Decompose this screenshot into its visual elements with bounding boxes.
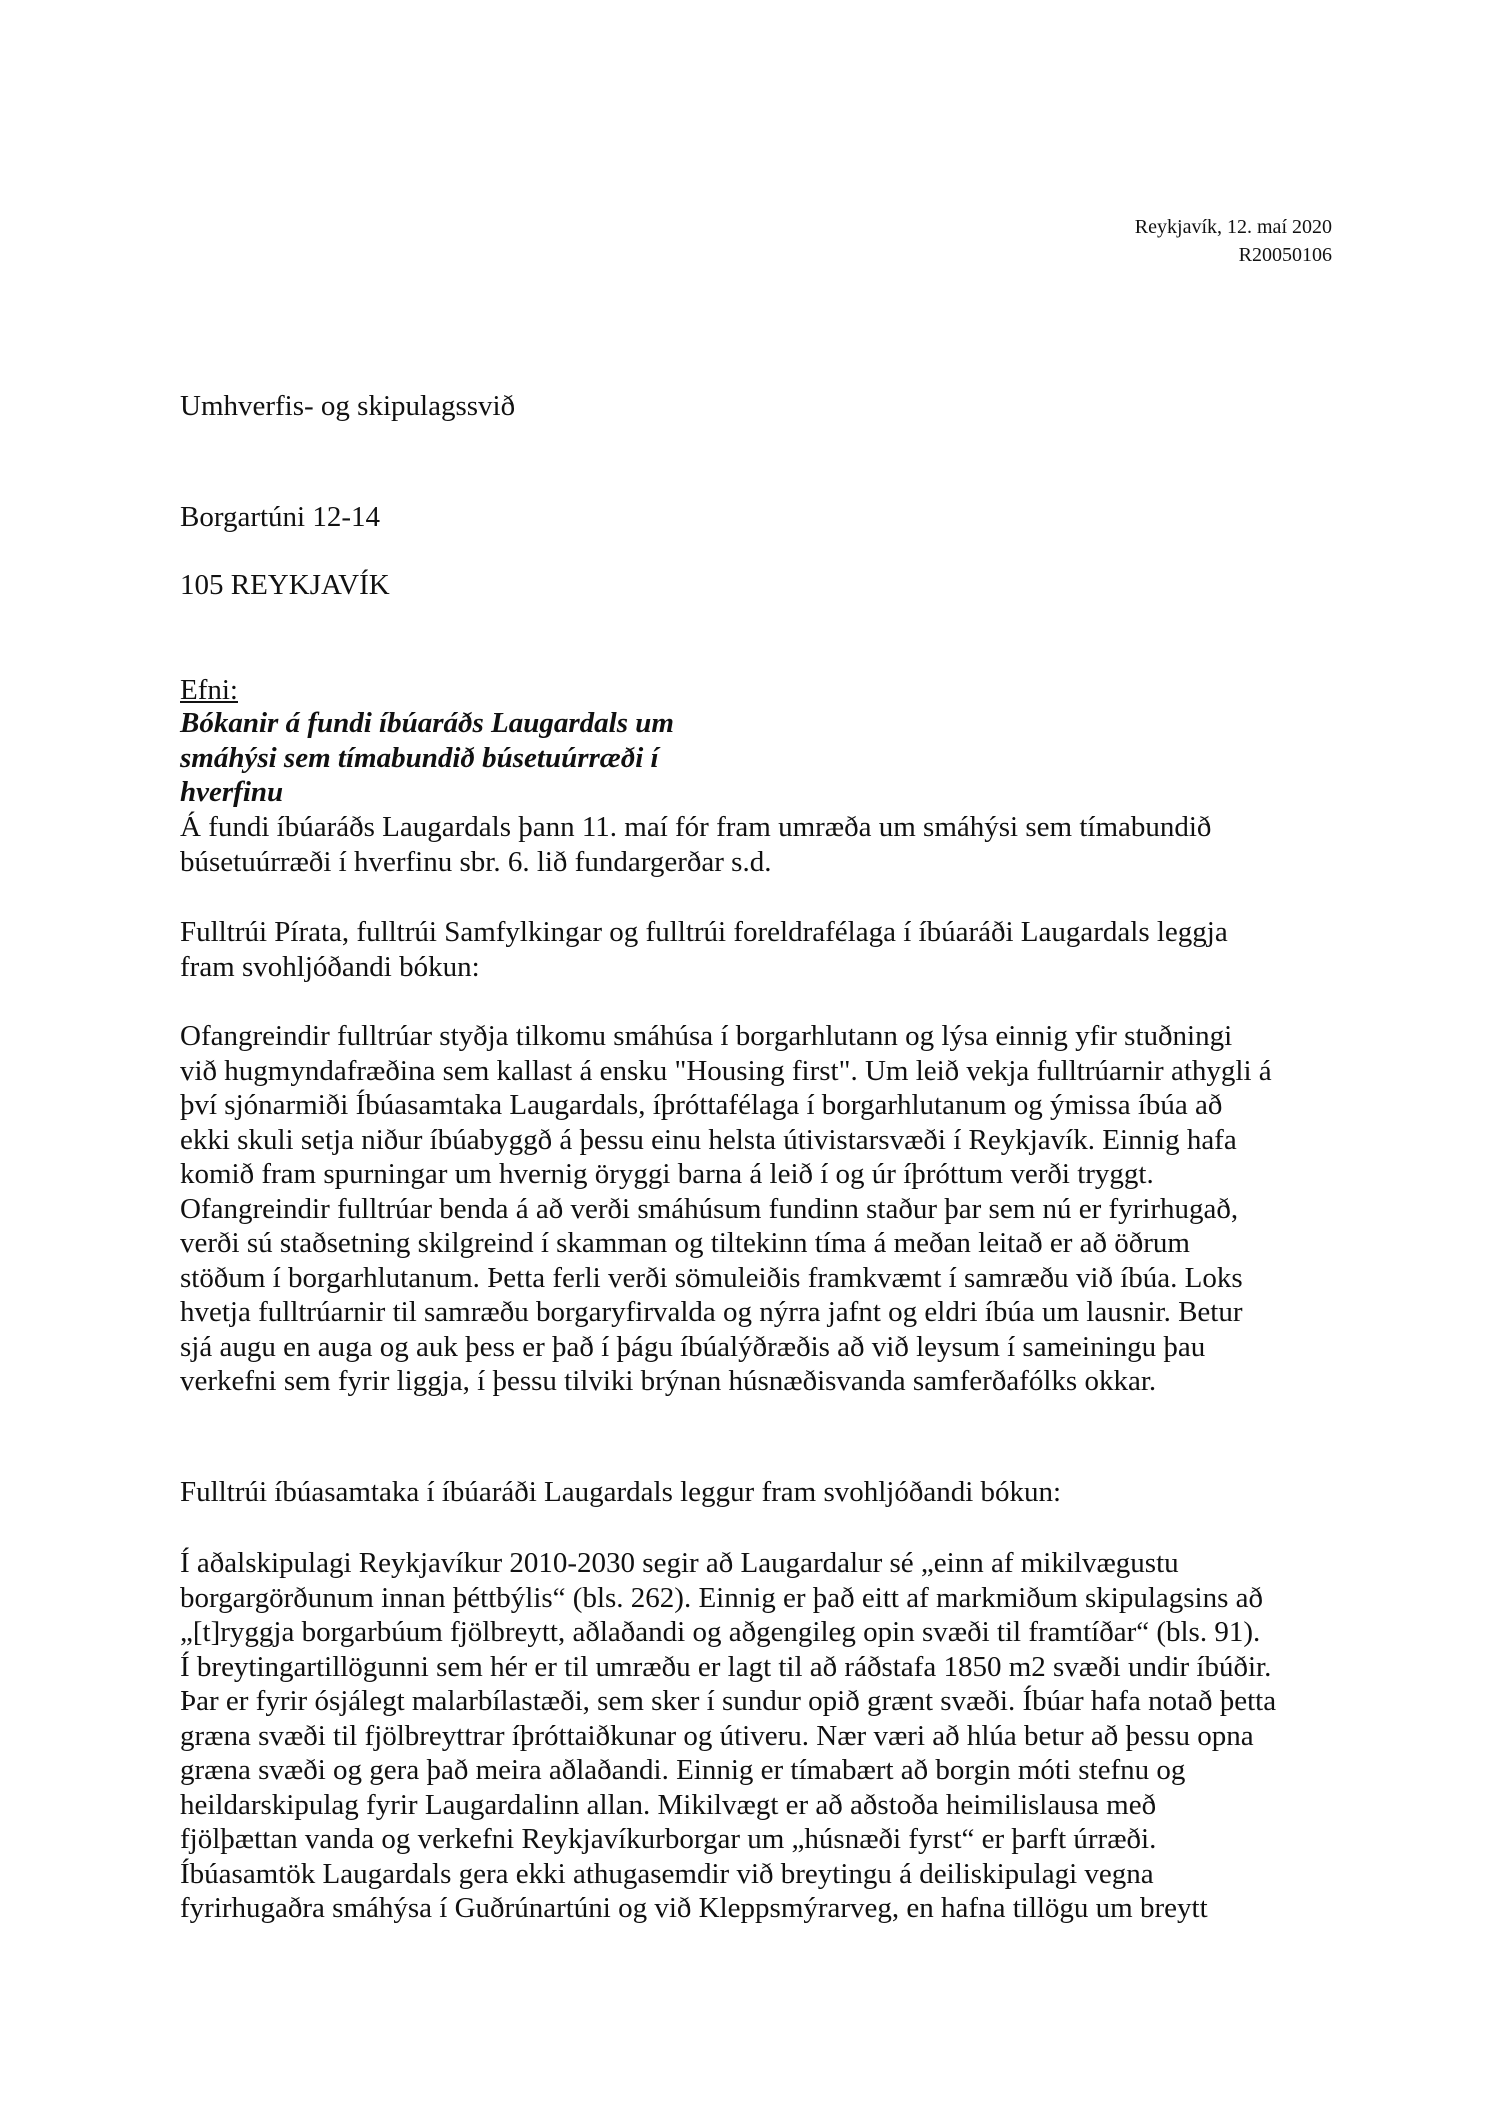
text-line: fjölþættan vanda og verkefni Reykjavíkurborgar um „húsnæði fyrst“ er þarft úrræði. [180, 1823, 1157, 1855]
text-line: „[t]ryggja borgarbúum fjölbreytt, aðlaðandi og aðgengileg opin svæði til framtíðar“ (bls. 91). [180, 1616, 1261, 1648]
text-line: stöðum í borgarhlutanum. Þetta ferli verði sömuleiðis framkvæmt í samræðu við íbúa. Loks [180, 1261, 1243, 1294]
text-line: Þar er fyrir ósjálegt malarbílastæði, sem sker í sundur opið grænt svæði. Íbúar hafa notað þetta [180, 1685, 1277, 1717]
statement2-body [180, 1546, 1340, 1926]
text-line: Á fundi íbúaráðs Laugardals þann 11. maí fór fram umræða um smáhýsi sem tímabundið [180, 811, 1212, 843]
text-line: græna svæði til fjölbreyttrar íþróttaiðkunar og útiveru. Nær væri að hlúa betur að þessu opna [180, 1719, 1254, 1752]
text-line: því sjónarmiði Íbúasamtaka Laugardals, íþróttafélaga í borgarhlutanum og ýmissa íbúa að [180, 1089, 1223, 1121]
text-line: Í aðalskipulagi Reykjavíkur 2010-2030 segir að Laugardalur sé „einn af mikilvægustu [180, 1547, 1179, 1579]
text-line: Íbúasamtök Laugardals gera ekki athugasemdir við breytingu á deiliskipulagi vegna [180, 1857, 1154, 1890]
text-line: Ofangreindir fulltrúar styðja tilkomu smáhúsa í borgarhlutann og lýsa einnig yfir stuðningi [180, 1020, 1233, 1052]
reference-number: R20050106 [1238, 244, 1332, 266]
text-line: græna svæði og gera það meira aðlaðandi. Einnig er tímabært að borgin móti stefnu og [180, 1754, 1186, 1786]
subject-title-line: Bókanir á fundi íbúaráðs Laugardals um [180, 707, 674, 739]
subject-title-line: hverfinu [180, 776, 284, 808]
subject-title [180, 706, 1340, 810]
subject-title-line: smáhýsi sem tímabundið búsetuúrræði í [180, 741, 659, 774]
statement1-intro [180, 915, 1340, 984]
text-line: sjá augu en auga og auk þess er það í þágu íbúalýðræðis að við leysum í sameiningu þau [180, 1330, 1206, 1363]
text-line: verði sú staðsetning skilgreind í skamman og tiltekinn tíma á meðan leitað er að öðrum [180, 1227, 1190, 1259]
text-line: ekki skuli setja niður íbúabyggð á þessu einu helsta útivistarsvæði í Reykjavík. Einnig hafa [180, 1123, 1237, 1156]
letter-header [1135, 213, 1332, 269]
text-line: komið fram spurningar um hvernig öryggi barna á leið í og úr íþróttum verði tryggt. [180, 1158, 1154, 1190]
text-line: hvetja fulltrúarnir til samræðu borgaryfirvalda og nýrra jafnt og eldri íbúa um lausnir. Betur [180, 1296, 1243, 1328]
statement1-body [180, 1019, 1340, 1399]
text-line: fyrirhugaðra smáhýsa í Guðrúnartúni og við Kleppsmýrarveg, en hafna tillögu um breytt [180, 1892, 1208, 1924]
text-line: búsetuúrræði í hverfinu sbr. 6. lið fundargerðar s.d. [180, 845, 772, 878]
statement2-intro: Fulltrúi íbúasamtaka í íbúaráði Laugardals leggur fram svohljóðandi bókun: [180, 1476, 1062, 1508]
recipient-postal-city: 105 REYKJAVÍK [180, 569, 390, 601]
text-line: Ofangreindir fulltrúar benda á að verði smáhúsum fundinn staður þar sem nú er fyrirhugað, [180, 1192, 1239, 1225]
text-line: Fulltrúi Pírata, fulltrúi Samfylkingar og fulltrúi foreldrafélaga í íbúaráði Laugardals leggja [180, 916, 1228, 948]
text-line: fram svohljóðandi bókun: [180, 950, 480, 983]
text-line: verkefni sem fyrir liggja, í þessu tilviki brýnan húsnæðisvanda samferðafólks okkar. [180, 1365, 1157, 1397]
recipient-department: Umhverfis- og skipulagssvið [180, 390, 516, 422]
text-line: við hugmyndafræðina sem kallast á ensku "Housing first". Um leið vekja fulltrúarnir athygli á [180, 1054, 1272, 1087]
text-line: Í breytingartillögunni sem hér er til umræðu er lagt til að ráðstafa 1850 m2 svæði undir íbúðir. [180, 1650, 1272, 1683]
intro-paragraph [180, 810, 1340, 879]
subject-label: Efni: [180, 674, 238, 706]
text-line: heildarskipulag fyrir Laugardalinn allan. Mikilvægt er að aðstoða heimilislausa með [180, 1788, 1157, 1821]
date-line: Reykjavík, 12. maí 2020 [1134, 216, 1332, 238]
text-line: borgargörðunum innan þéttbýlis“ (bls. 262). Einnig er það eitt af markmiðum skipulagsins að [180, 1581, 1264, 1614]
recipient-street: Borgartúni 12-14 [180, 501, 381, 533]
